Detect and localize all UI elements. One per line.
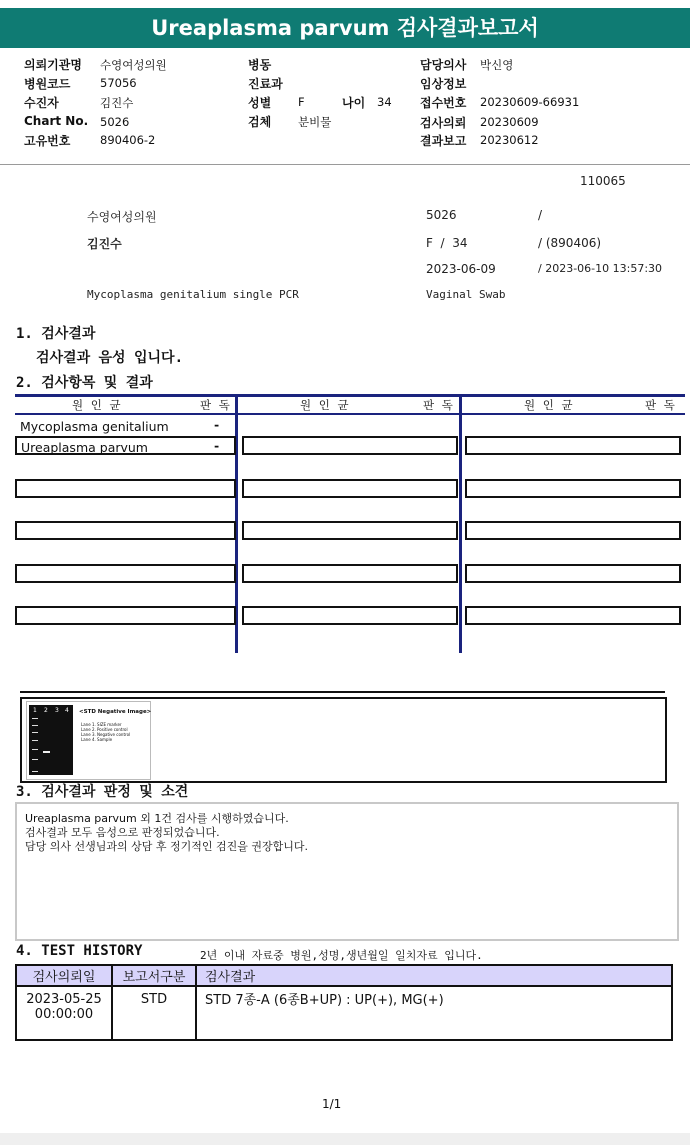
reception-value: 20230609-66931 xyxy=(480,95,580,109)
result-box-1-3 xyxy=(465,436,681,455)
reception-label: 접수번호 xyxy=(420,96,467,110)
results-table-header-rule xyxy=(15,413,685,415)
gel-band xyxy=(43,751,50,753)
institution-value: 수영여성의원 xyxy=(100,58,167,72)
gel-image-panel xyxy=(26,701,151,780)
summary-specimen: Vaginal Swab xyxy=(426,288,506,301)
gel-legend-4: Lane 4. Sample xyxy=(81,737,113,742)
summary-test-name: Mycoplasma genitalium single PCR xyxy=(87,288,299,301)
result-box-1-2 xyxy=(242,436,458,455)
gel-band xyxy=(32,732,38,733)
summary-chart: 5026 xyxy=(426,208,457,222)
result-name-1: Mycoplasma genitalium xyxy=(20,419,169,434)
dept-label: 진료과 xyxy=(248,77,283,91)
history-header-date: 검사의뢰일 xyxy=(16,965,112,986)
history-row xyxy=(16,986,672,1040)
gel-band xyxy=(32,740,38,741)
result-box-4-3 xyxy=(465,564,681,583)
history-table xyxy=(15,964,673,1041)
result-judgment-2: - xyxy=(214,438,220,453)
section4-title: 4. TEST HISTORY xyxy=(16,943,143,959)
results-col-divider-2 xyxy=(459,394,462,653)
col-organism-2: 원 인 균 xyxy=(300,398,351,412)
summary-code: 110065 xyxy=(580,174,626,188)
section3-title: 3. 검사결과 판정 및 소견 xyxy=(16,784,189,800)
hospital-code-value: 57056 xyxy=(100,76,137,90)
result-box-1-1 xyxy=(15,436,236,455)
hospital-code-label: 병원코드 xyxy=(24,77,71,91)
specimen-label: 검체 xyxy=(248,115,272,129)
gel-top-rule xyxy=(20,691,665,693)
report-date-label: 결과보고 xyxy=(420,134,467,148)
gel-band xyxy=(32,771,38,772)
gel-legend-1: Lane 1. SIZE marker xyxy=(81,722,122,727)
summary-datetime2: / 2023-06-10 13:57:30 xyxy=(538,262,663,275)
gel-legend-2: Lane 2. Positive control xyxy=(81,727,128,732)
history-date-cell xyxy=(16,986,112,1040)
opinion-line-3: 담당 의사 선생님과의 상담 후 정기적인 검진을 권장합니다. xyxy=(25,840,308,853)
gel-band xyxy=(32,718,38,719)
ward-label: 병동 xyxy=(248,58,272,72)
chart-label: Chart No. xyxy=(24,114,89,128)
unique-no-label: 고유번호 xyxy=(24,134,71,148)
unique-no-value: 890406-2 xyxy=(100,133,156,147)
patient-label: 수진자 xyxy=(24,96,59,110)
doctor-value: 박신영 xyxy=(480,58,514,72)
gel-band xyxy=(32,749,38,750)
sex-value: F xyxy=(298,95,305,109)
gel-lane-3: 3 xyxy=(55,707,59,714)
page-number: 1/1 xyxy=(322,1097,342,1111)
age-label: 나이 xyxy=(342,96,366,110)
doctor-label: 담당의사 xyxy=(420,58,467,72)
report-date-value: 20230612 xyxy=(480,133,539,147)
patient-value: 김진수 xyxy=(100,96,134,110)
gel-band xyxy=(32,759,38,760)
chart-value: 5026 xyxy=(100,115,130,129)
history-type: STD xyxy=(112,986,196,1040)
result-box-3-1 xyxy=(15,521,236,540)
opinion-line-1: Ureaplasma parvum 외 1건 검사를 시행하였습니다. xyxy=(25,812,289,825)
result-box-3-2 xyxy=(242,521,458,540)
gel-image xyxy=(29,705,73,775)
section4-note: 2년 이내 자료중 병원,성명,생년월일 일치자료 입니다. xyxy=(200,949,483,962)
gel-lane-4: 4 xyxy=(65,707,69,714)
col-judgment-1: 판 독 xyxy=(200,398,232,412)
specimen-value: 분비물 xyxy=(298,115,332,129)
result-box-2-3 xyxy=(465,479,681,498)
clinical-info-label: 임상정보 xyxy=(420,77,467,91)
gel-band xyxy=(32,725,38,726)
request-label: 검사의뢰 xyxy=(420,116,467,130)
history-time: 00:00:00 xyxy=(34,1007,94,1022)
sex-label: 성별 xyxy=(248,96,272,110)
gel-legend-3: Lane 3. Negative control xyxy=(81,732,131,737)
result-box-4-2 xyxy=(242,564,458,583)
gel-lane-1: 1 xyxy=(33,707,37,714)
request-value: 20230609 xyxy=(480,115,539,129)
summary-patient: 김진수 xyxy=(87,237,122,251)
summary-clinic: 수영여성의원 xyxy=(87,210,157,224)
summary-sex-age: F / 34 xyxy=(426,236,468,250)
col-organism-3: 원 인 균 xyxy=(524,398,575,412)
result-name-2: Ureaplasma parvum xyxy=(21,440,148,455)
result-box-5-1 xyxy=(15,606,236,625)
result-box-5-2 xyxy=(242,606,458,625)
summary-birth: / (890406) xyxy=(538,236,602,250)
result-box-5-3 xyxy=(465,606,681,625)
result-box-3-3 xyxy=(465,521,681,540)
section1-result: 검사결과 음성 입니다. xyxy=(36,350,184,366)
result-box-2-1 xyxy=(15,479,236,498)
section1-title: 1. 검사결과 xyxy=(16,326,96,342)
history-header-type: 보고서구분 xyxy=(112,965,196,986)
page-bottom-gutter xyxy=(0,1133,690,1145)
summary-date1: 2023-06-09 xyxy=(426,262,496,276)
history-header-result: 검사결과 xyxy=(196,965,672,986)
col-judgment-2: 판 독 xyxy=(423,398,455,412)
history-date: 2023-05-25 xyxy=(26,992,102,1007)
section2-title: 2. 검사항목 및 결과 xyxy=(16,375,153,391)
opinion-line-2: 검사결과 모두 음성으로 판정되었습니다. xyxy=(25,826,220,839)
institution-label: 의뢰기관명 xyxy=(24,58,82,72)
report-title: Ureaplasma parvum 검사결과보고서 xyxy=(151,16,539,40)
header-divider xyxy=(0,164,690,165)
col-judgment-3: 판 독 xyxy=(645,398,677,412)
summary-slash: / xyxy=(538,208,543,222)
result-box-2-2 xyxy=(242,479,458,498)
result-box-4-1 xyxy=(15,564,236,583)
gel-title: <STD Negative Image> xyxy=(79,709,152,715)
history-result: STD 7종-A (6종B+UP) : UP(+), MG(+) xyxy=(196,986,672,1040)
col-organism-1: 원 인 균 xyxy=(72,398,123,412)
result-judgment-1: - xyxy=(214,417,220,432)
opinion-box xyxy=(15,802,679,941)
age-value: 34 xyxy=(377,95,392,109)
gel-lane-2: 2 xyxy=(44,707,48,714)
